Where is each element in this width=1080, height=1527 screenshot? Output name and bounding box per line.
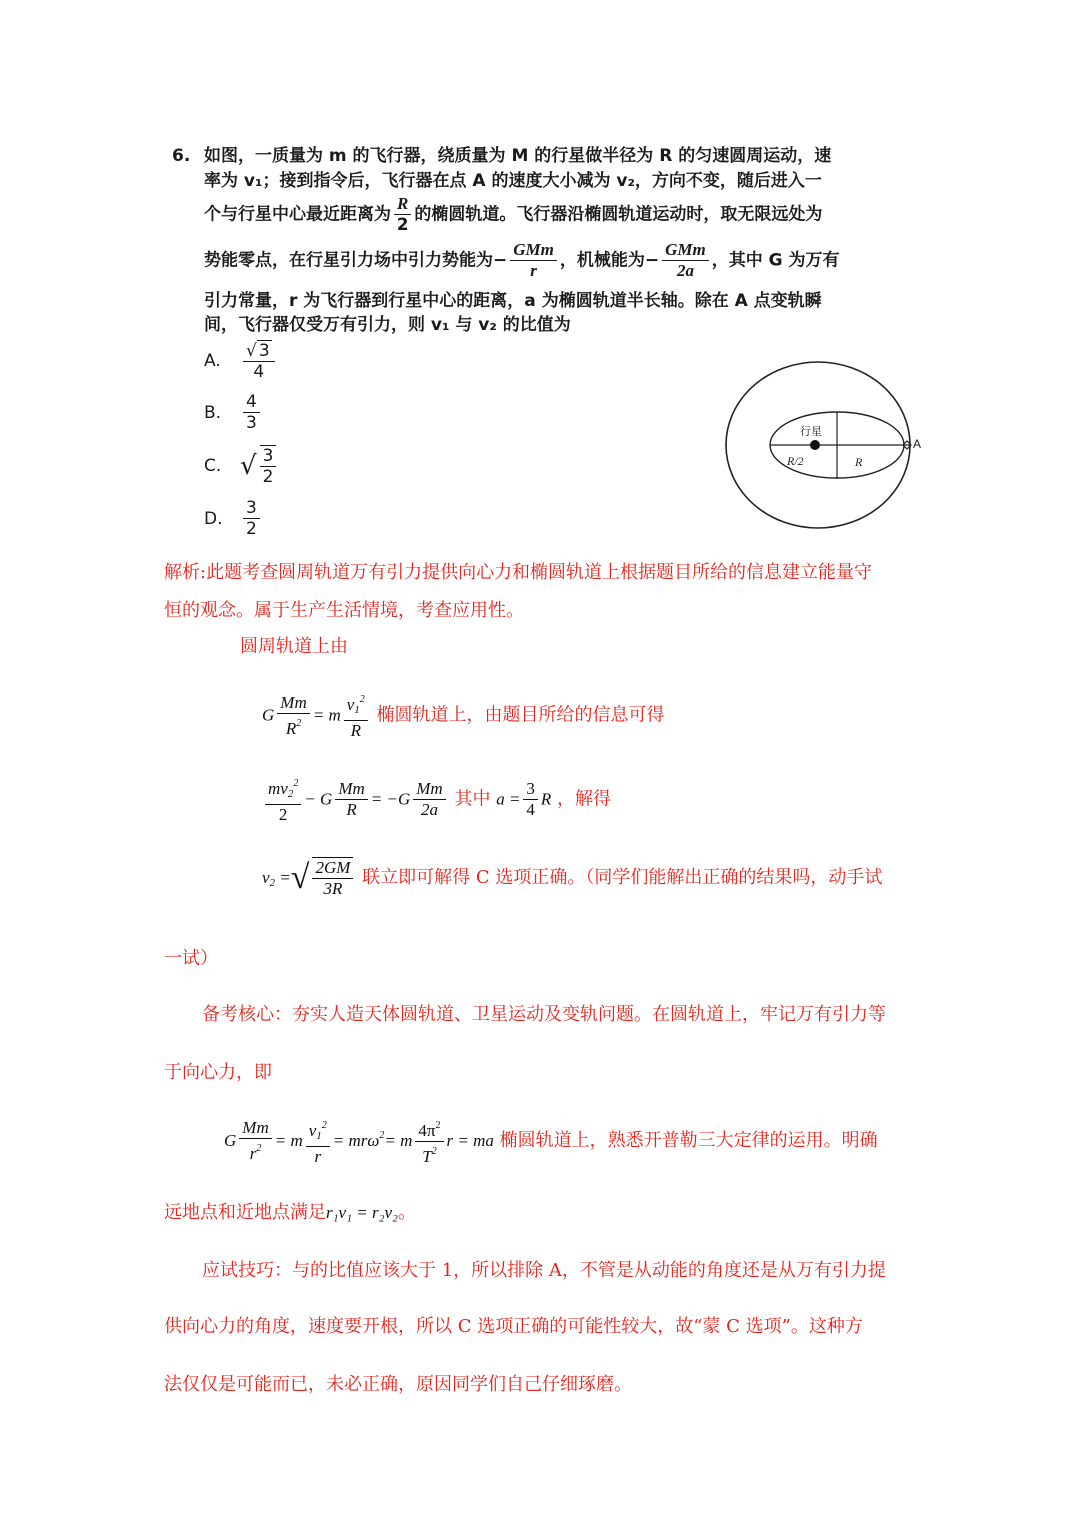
core-line-1: 备考核心：夯实人造天体圆轨道、卫星运动及变轨问题。在圆轨道上，牢记万有引力等	[202, 1004, 886, 1025]
planet-label: 行星	[800, 425, 822, 438]
analysis-line-1: 解析:此题考查圆周轨道万有引力提供向心力和椭圆轨道上根据题目所给的信息建立能量守	[164, 562, 873, 583]
r-label: R	[855, 455, 863, 469]
equation-3-continued: 一试）	[164, 948, 218, 969]
question-line-6: 间，飞行器仅受万有引力，则 v₁ 与 v₂ 的比值为	[204, 315, 571, 335]
question-line-4: 势能零点，在行星引力场中引力势能为− $\frac{\text{GMm}}{r}$ ，机械能为− $\frac{\text{GMm}}{2a}$ ，其中 G 为万有	[204, 240, 840, 280]
kepler-line: 远地点和近地点满足r₁v₁ = r₂v₂。	[164, 1202, 416, 1223]
option-a: A. $\frac{√ 3}{4}$	[204, 340, 278, 382]
equation-2: $\frac{mv_2^2}{2}$ − G $\frac{Mm}{R}$ = −G $\frac{Mm}{2a}$ 其中 a = $\frac{3}{4}$ R ，解得	[262, 774, 611, 825]
half-r-label: R/2	[787, 454, 804, 468]
option-c: C. √ $\frac{3}{2}$	[204, 445, 279, 487]
core-line-2: 于向心力，即	[164, 1062, 272, 1083]
circle-intro: 圆周轨道上由	[240, 636, 348, 657]
point-a-label: A	[913, 437, 922, 451]
question-number: 6.	[172, 146, 191, 166]
question-line-3: 个与行星中心最近距离为 $\frac{R}{2}$ 的椭圆轨道。飞行器沿椭圆轨道运动时，取无限远处为	[204, 194, 823, 235]
equation-3: $v_2$ =√ $\frac{2GM}{3R}$ 联立即可解得 C 选项正确。（同学们能解出正确的结果吗，动手试	[262, 858, 883, 898]
equation-4: G $\frac{Mm}{r^2}$ = m $\frac{v_1^2}{r}$ = mrω$^2$= m $\frac{4\pi^2}{T^2}$ r = ma 椭圆轨道上，熟悉开普勒三大定律的运用。明确	[224, 1114, 878, 1167]
tip-line-3: 法仅仅是可能而已，未必正确，原因同学们自己仔细琢磨。	[164, 1374, 632, 1395]
analysis-line-2: 恒的观念。属于生产生活情境，考查应用性。	[164, 600, 524, 621]
tip-line-1: 应试技巧：与的比值应该大于 1，所以排除 A，不管是从动能的角度还是从万有引力提	[202, 1260, 886, 1281]
question-line-5: 引力常量，r 为飞行器到行星中心的距离，a 为椭圆轨道半长轴。除在 A 点变轨瞬	[204, 291, 822, 311]
option-d: D. $\frac{3}{2}$	[204, 498, 263, 539]
planet-dot	[810, 440, 820, 450]
tip-line-2: 供向心力的角度，速度要开根，所以 C 选项正确的可能性较大，故“蒙 C 选项”。这种方	[164, 1316, 863, 1337]
orbit-diagram	[715, 360, 935, 530]
question-line-2: 率为 v₁；接到指令后，飞行器在点 A 的速度大小减为 v₂，方向不变，随后进入一	[204, 171, 822, 191]
option-b: B. $\frac{4}{3}$	[204, 392, 263, 433]
question-line-1: 如图，一质量为 m 的飞行器，绕质量为 M 的行星做半径为 R 的匀速圆周运动，速	[204, 146, 832, 166]
equation-1: G $\frac{Mm}{R^2}$ = m $\frac{v_1^2}{R}$ 椭圆轨道上，由题目所给的信息可得	[262, 690, 665, 741]
